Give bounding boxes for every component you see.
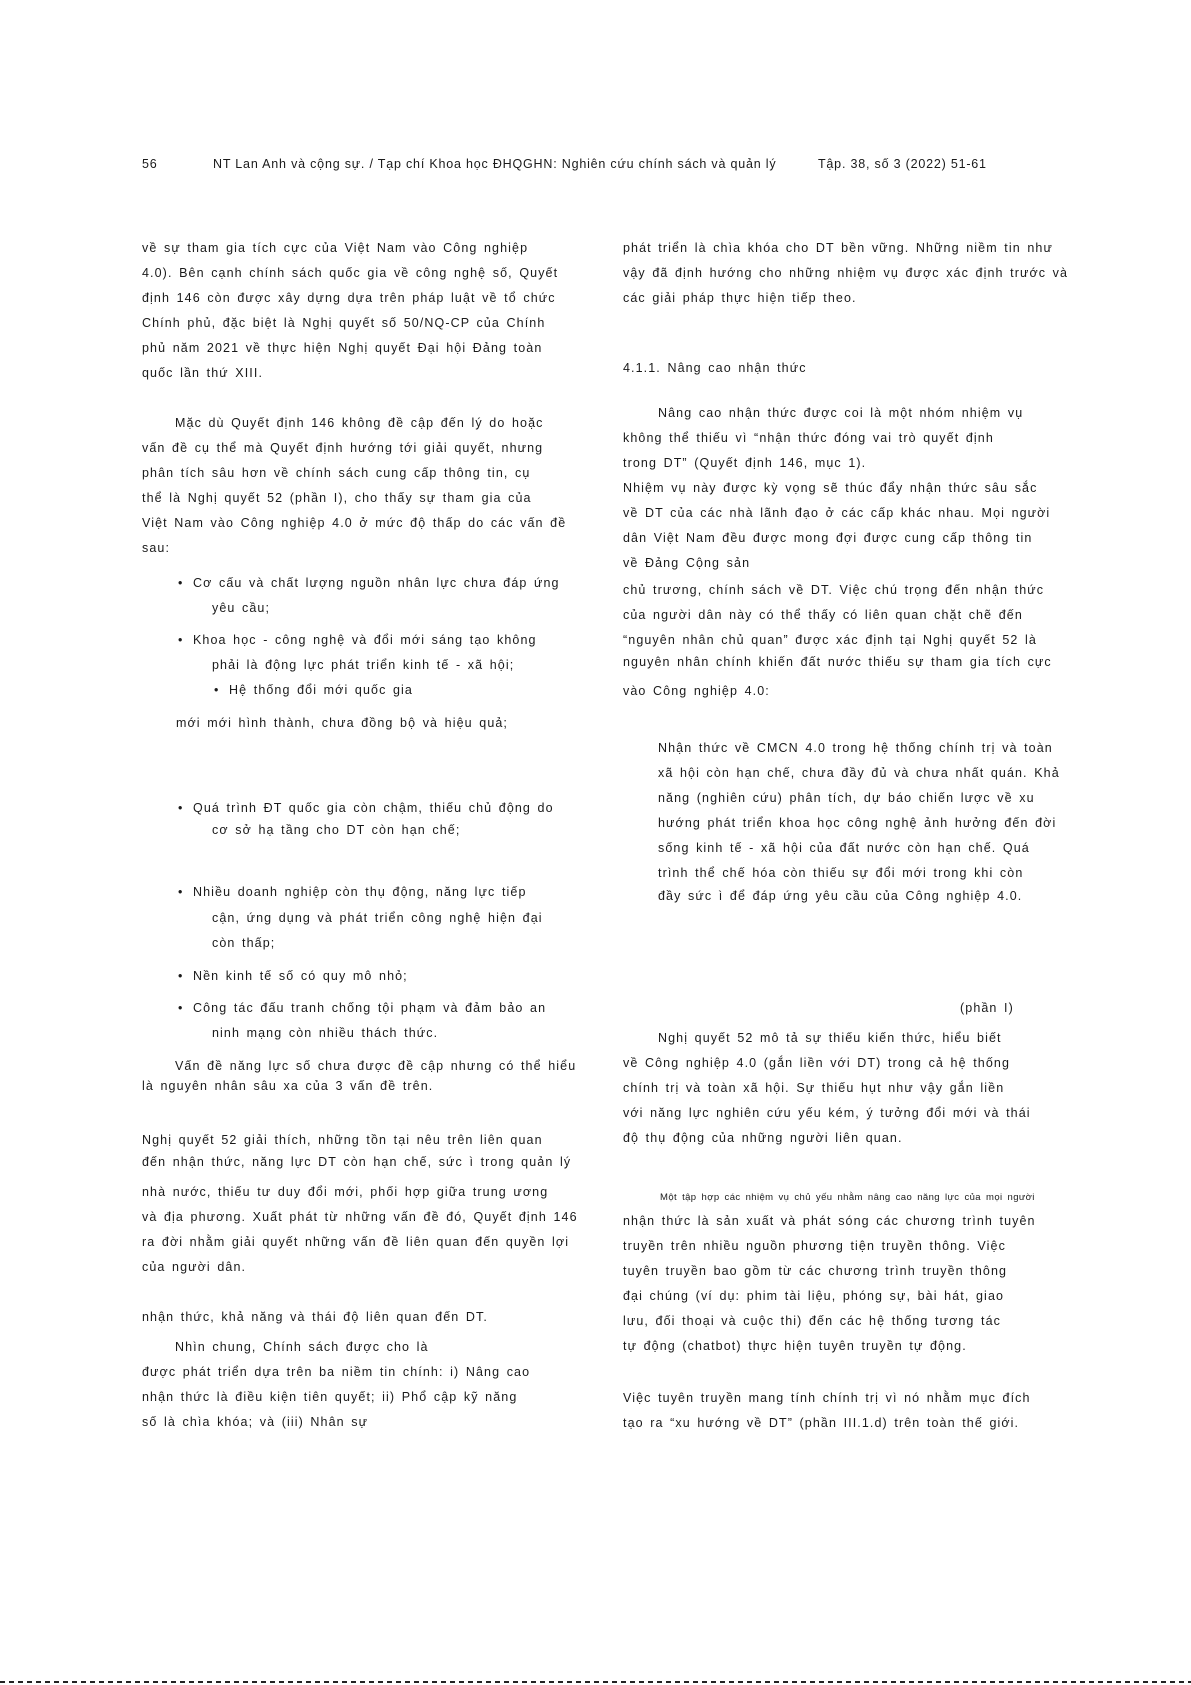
- paragraph-line: về Công nghiệp 4.0 (gắn liền với DT) trong cả hệ thống: [623, 1056, 1011, 1070]
- paragraph-line: trong DT” (Quyết định 146, mục 1).: [623, 456, 867, 470]
- quote-line: đầy sức ì để đáp ứng yêu cầu của Công nghiệp 4.0.: [658, 889, 1023, 903]
- bullet-continuation: cơ sở hạ tầng cho DT còn hạn chế;: [212, 823, 461, 837]
- quote-line: trình thể chế hóa còn thiếu sự đổi mới trong khi còn: [658, 866, 1024, 880]
- paragraph-line: Việc tuyên truyền mang tính chính trị vì nó nhằm mục đích: [623, 1391, 1031, 1405]
- paragraph-line: của người dân.: [142, 1260, 247, 1274]
- quote-line: năng (nghiên cứu) phân tích, dự báo chiến lược về xu: [658, 791, 1035, 805]
- quote-line: xã hội còn hạn chế, chưa đầy đủ và chưa nhất quán. Khả: [658, 766, 1060, 780]
- paragraph-line: tuyên truyền bao gồm từ các chương trình truyền thông: [623, 1264, 1008, 1278]
- paragraph-line: đại chúng (ví dụ: phim tài liệu, phóng sự, bài hát, giao: [623, 1289, 1005, 1303]
- paragraph-line: nhận thức là điều kiện tiên quyết; ii) Phổ cập kỹ năng: [142, 1390, 518, 1404]
- paragraph-line: phát triển là chìa khóa cho DT bền vững. Những niềm tin như: [623, 241, 1053, 255]
- paragraph-line: vào Công nghiệp 4.0:: [623, 684, 770, 698]
- paragraph-line: chủ trương, chính sách về DT. Việc chú trọng đến nhận thức: [623, 583, 1045, 597]
- paragraph-line: Việt Nam vào Công nghiệp 4.0 ở mức độ thấp do các vấn đề: [142, 516, 567, 530]
- bullet-continuation: yêu cầu;: [212, 601, 271, 615]
- paragraph-line: đến nhận thức, năng lực DT còn hạn chế, sức ì trong quản lý: [142, 1155, 572, 1169]
- paragraph-line: 4.0). Bên cạnh chính sách quốc gia về công nghệ số, Quyết: [142, 266, 559, 280]
- paragraph-line: chính trị và toàn xã hội. Sự thiếu hụt như vậy gắn liền: [623, 1081, 1005, 1095]
- paragraph-line: tạo ra “xu hướng về DT” (phần III.1.d) trên toàn thế giới.: [623, 1416, 1020, 1430]
- bullet-continuation: mới mới hình thành, chưa đồng bộ và hiệu quả;: [176, 716, 509, 730]
- paragraph-line: Nghị quyết 52 mô tả sự thiếu kiến thức, hiểu biết: [658, 1031, 1002, 1045]
- paragraph-line: về Đảng Cộng sản: [623, 556, 751, 570]
- paragraph-line: nhận thức là sản xuất và phát sóng các chương trình tuyên: [623, 1214, 1036, 1228]
- paragraph-line: với năng lực nghiên cứu yếu kém, ý tưởng đổi mới và thái: [623, 1106, 1031, 1120]
- paragraph-line: phân tích sâu hơn về chính sách cung cấp thông tin, cụ: [142, 466, 531, 480]
- bullet-continuation: cận, ứng dụng và phát triển công nghệ hiện đại: [212, 911, 543, 925]
- paragraph-line: về DT của các nhà lãnh đạo ở các cấp khác nhau. Mọi người: [623, 506, 1051, 520]
- bullet-continuation: ninh mạng còn nhiều thách thức.: [212, 1026, 439, 1040]
- paragraph-line: thể là Nghị quyết 52 (phần I), cho thấy sự tham gia của: [142, 491, 532, 505]
- section-heading: 4.1.1. Nâng cao nhận thức: [623, 361, 807, 375]
- bullet-continuation: còn thấp;: [212, 936, 276, 950]
- page-number: 56: [142, 157, 158, 171]
- bottom-dashed-rule: [0, 1681, 1191, 1683]
- paragraph-line: vấn đề cụ thể mà Quyết định hướng tới giải quyết, nhưng: [142, 441, 544, 455]
- paragraph-line: quốc lần thứ XIII.: [142, 366, 264, 380]
- volume-info: Tập. 38, số 3 (2022) 51-61: [818, 157, 987, 171]
- bullet-continuation: phải là động lực phát triển kinh tế - xã hội;: [212, 658, 515, 672]
- paragraph-line: định 146 còn được xây dựng dựa trên pháp luật về tổ chức: [142, 291, 556, 305]
- paragraph-line: không thể thiếu vì “nhận thức đóng vai trò quyết định: [623, 431, 994, 445]
- quote-line: Nhận thức về CMCN 4.0 trong hệ thống chính trị và toàn: [658, 741, 1053, 755]
- bullet-item: • Công tác đấu tranh chống tội phạm và đảm bảo an: [193, 1000, 546, 1016]
- paragraph-line: Vấn đề năng lực số chưa được đề cập nhưng có thể hiểu: [175, 1059, 577, 1073]
- paragraph-line: là nguyên nhân sâu xa của 3 vấn đề trên.: [142, 1079, 434, 1093]
- paragraph-line: truyền trên nhiều nguồn phương tiện truyền thông. Việc: [623, 1239, 1006, 1253]
- paragraph-line: dân Việt Nam đều được mong đợi được cung cấp thông tin: [623, 531, 1033, 545]
- paragraph-line: lưu, đối thoại và cuộc thi) đến các hệ thống tương tác: [623, 1314, 1002, 1328]
- bullet-item: • Nhiều doanh nghiệp còn thụ động, năng lực tiếp: [193, 884, 527, 900]
- quote-line: sống kinh tế - xã hội của đất nước còn hạn chế. Quá: [658, 841, 1030, 855]
- paragraph-line: nhà nước, thiếu tư duy đổi mới, phối hợp giữa trung ương: [142, 1185, 549, 1199]
- paragraph-line: nguyên nhân chính khiến đất nước thiếu sự tham gia tích cực: [623, 655, 1052, 669]
- bullet-item: • Quá trình ĐT quốc gia còn chậm, thiếu chủ động do: [193, 800, 554, 816]
- paragraph-line: “nguyên nhân chủ quan” được xác định tại Nghị quyết 52 là: [623, 633, 1037, 647]
- paragraph-line: các giải pháp thực hiện tiếp theo.: [623, 291, 857, 305]
- bullet-item: • Nền kinh tế số có quy mô nhỏ;: [193, 968, 408, 984]
- paragraph-line: số là chìa khóa; và (iii) Nhân sự: [142, 1415, 369, 1429]
- paragraph-line: của người dân này có thể thấy có liên quan chặt chẽ đến: [623, 608, 1023, 622]
- paragraph-line: được phát triển dựa trên ba niềm tin chính: i) Nâng cao: [142, 1365, 531, 1379]
- paragraph-line: và địa phương. Xuất phát từ những vấn đề đó, Quyết định 146: [142, 1210, 578, 1224]
- paragraph-line: Nhiệm vụ này được kỳ vọng sẽ thúc đẩy nhận thức sâu sắc: [623, 481, 1038, 495]
- small-line: Một tập hợp các nhiệm vụ chủ yếu nhằm nâng cao năng lực của mọi người: [660, 1192, 1035, 1203]
- paragraph-line: Mặc dù Quyết định 146 không đề cập đến lý do hoặc: [175, 416, 544, 430]
- quote-citation: (phần I): [960, 1001, 1014, 1015]
- paragraph-line: nhận thức, khả năng và thái độ liên quan đến DT.: [142, 1310, 488, 1324]
- bullet-item: • Hệ thống đổi mới quốc gia: [229, 682, 413, 698]
- paragraph-line: Nâng cao nhận thức được coi là một nhóm nhiệm vụ: [658, 406, 1024, 420]
- quote-line: hướng phát triển khoa học công nghệ ảnh hưởng đến đời: [658, 816, 1057, 830]
- bullet-item: • Khoa học - công nghệ và đổi mới sáng tạo không: [193, 632, 537, 648]
- paragraph-line: Nhìn chung, Chính sách được cho là: [175, 1340, 429, 1354]
- paragraph-line: về sự tham gia tích cực của Việt Nam vào Công nghiệp: [142, 241, 529, 255]
- paragraph-line: sau:: [142, 541, 171, 555]
- paragraph-line: Nghị quyết 52 giải thích, những tồn tại nêu trên liên quan: [142, 1133, 543, 1147]
- paragraph-line: tự động (chatbot) thực hiện tuyên truyền tự động.: [623, 1339, 967, 1353]
- running-title: NT Lan Anh và cộng sự. / Tạp chí Khoa học ĐHQGHN: Nghiên cứu chính sách và quản lý: [213, 157, 777, 171]
- paragraph-line: vậy đã định hướng cho những nhiệm vụ được xác định trước và: [623, 266, 1069, 280]
- paragraph-line: ra đời nhằm giải quyết những vấn đề liên quan đến quyền lợi: [142, 1235, 570, 1249]
- paragraph-line: phủ năm 2021 về thực hiện Nghị quyết Đại hội Đảng toàn: [142, 341, 543, 355]
- paragraph-line: độ thụ động của những người liên quan.: [623, 1131, 903, 1145]
- paragraph-line: Chính phủ, đặc biệt là Nghị quyết số 50/NQ-CP của Chính: [142, 316, 546, 330]
- bullet-item: • Cơ cấu và chất lượng nguồn nhân lực chưa đáp ứng: [193, 575, 560, 591]
